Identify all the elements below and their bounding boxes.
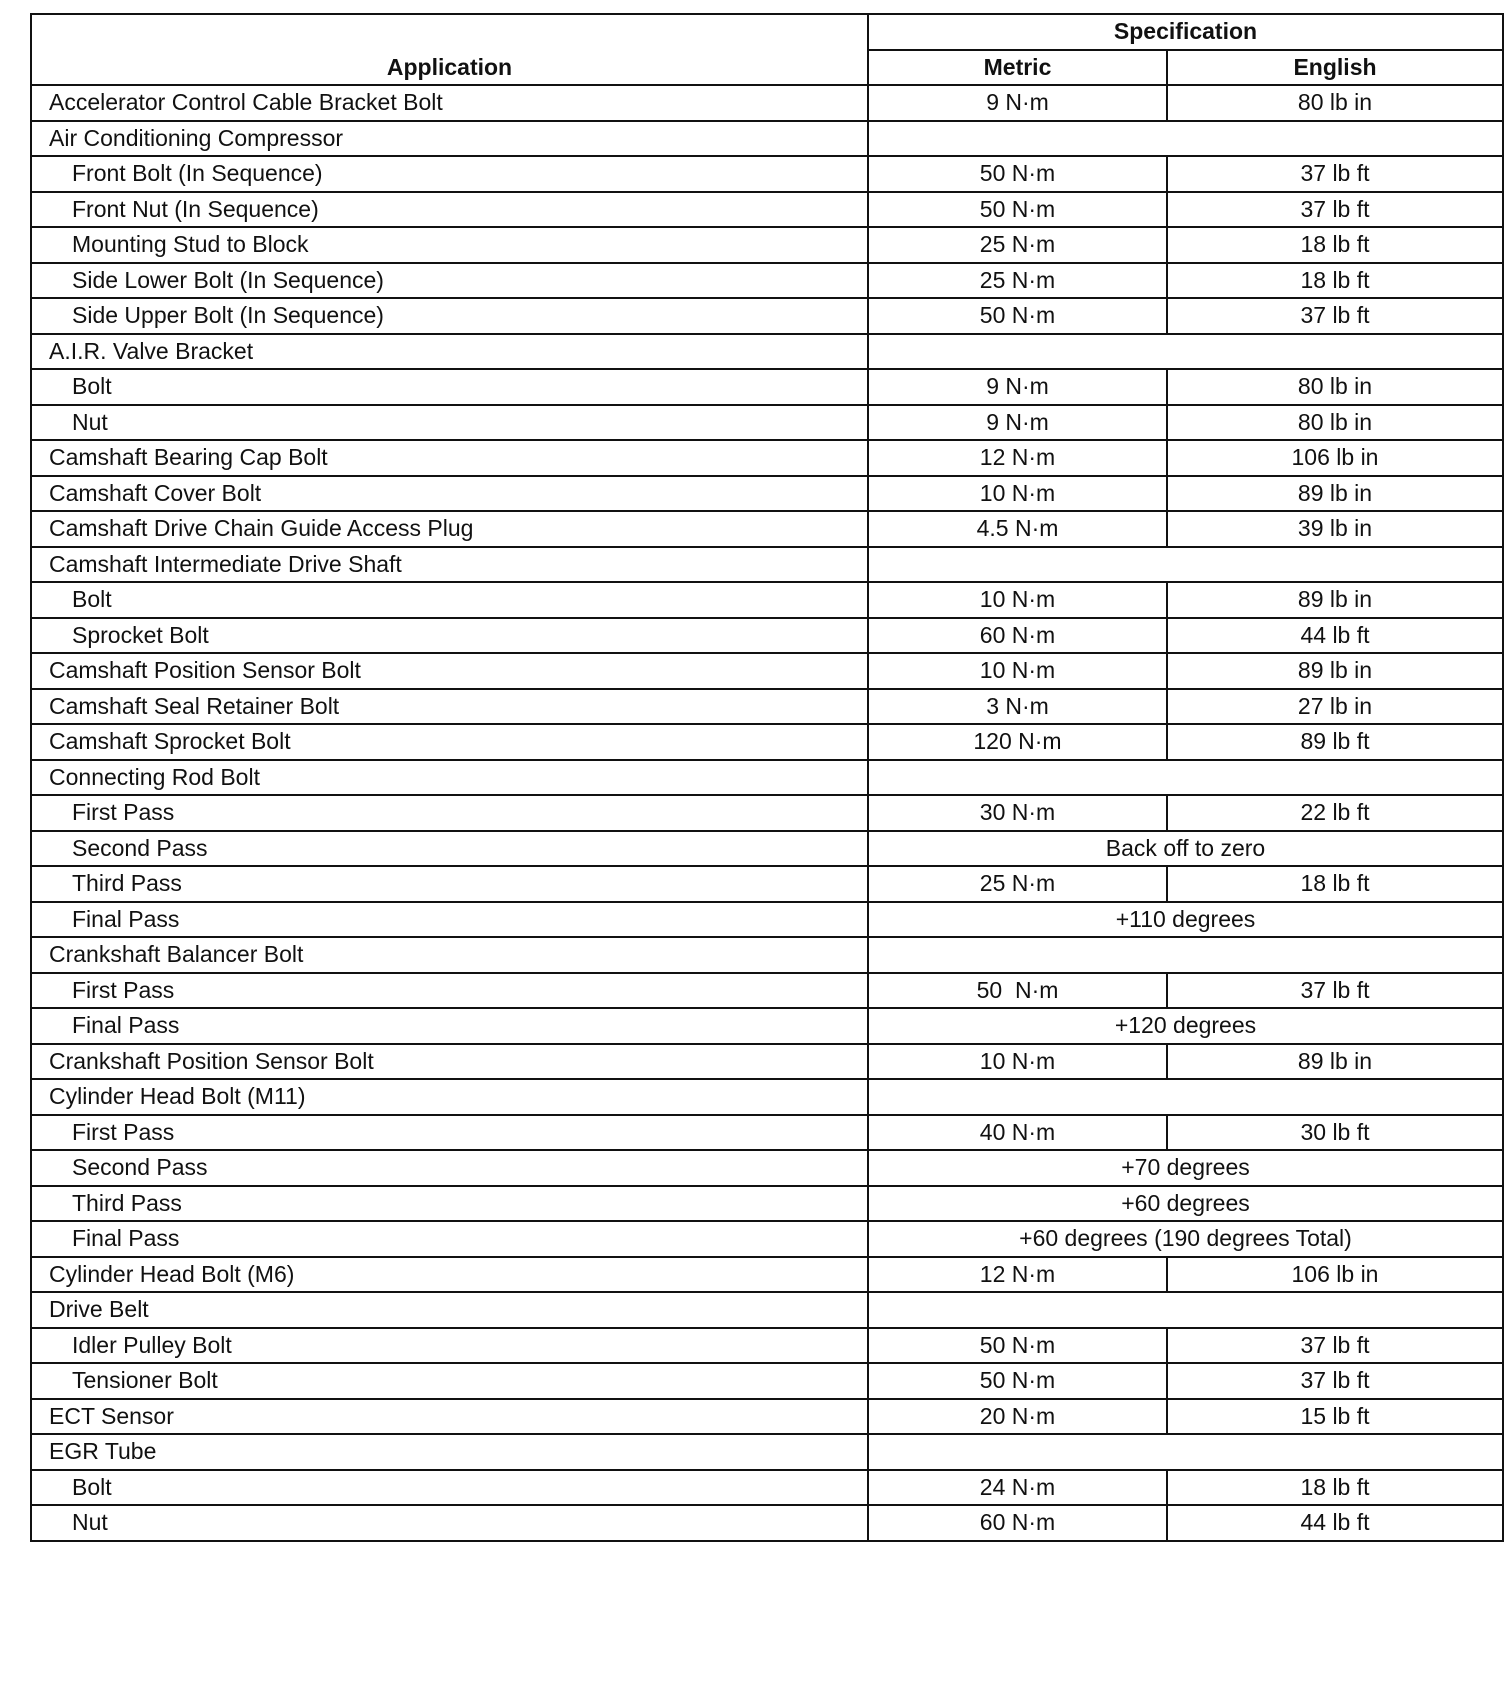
english-cell: 89 lb in	[1167, 476, 1503, 512]
metric-cell: 50 N·m	[868, 156, 1167, 192]
english-cell: 15 lb ft	[1167, 1399, 1503, 1435]
application-cell: Final Pass	[31, 1221, 868, 1257]
metric-cell: 50 N·m	[868, 192, 1167, 228]
metric-cell: 20 N·m	[868, 1399, 1167, 1435]
empty-cell	[868, 121, 1503, 157]
spec-span-cell: Back off to zero	[868, 831, 1503, 867]
application-cell: Final Pass	[31, 902, 868, 938]
application-cell: Camshaft Cover Bolt	[31, 476, 868, 512]
group-row	[31, 547, 1503, 583]
application-cell: First Pass	[31, 1115, 868, 1151]
group-row	[31, 121, 1503, 157]
english-cell: 37 lb ft	[1167, 156, 1503, 192]
application-cell: First Pass	[31, 973, 868, 1009]
table-row	[31, 369, 1503, 405]
table-row	[31, 1328, 1503, 1364]
table-row	[31, 1008, 1503, 1044]
group-row	[31, 1292, 1503, 1328]
metric-cell: 50 N·m	[868, 1363, 1167, 1399]
metric-cell: 25 N·m	[868, 227, 1167, 263]
metric-cell: 50 N·m	[868, 298, 1167, 334]
english-cell: 37 lb ft	[1167, 192, 1503, 228]
empty-cell	[868, 937, 1503, 973]
english-header: English	[1167, 50, 1503, 86]
application-cell: Third Pass	[31, 866, 868, 902]
application-cell: Side Lower Bolt (In Sequence)	[31, 263, 868, 299]
table-row	[31, 1044, 1503, 1080]
table-row	[31, 1186, 1503, 1222]
english-cell: 80 lb in	[1167, 85, 1503, 121]
table-row	[31, 156, 1503, 192]
application-cell: Bolt	[31, 1470, 868, 1506]
metric-cell: 10 N·m	[868, 582, 1167, 618]
table-row	[31, 227, 1503, 263]
application-cell: First Pass	[31, 795, 868, 831]
torque-specification-table	[30, 13, 1504, 1542]
english-cell: 37 lb ft	[1167, 1363, 1503, 1399]
table-row	[31, 582, 1503, 618]
english-cell: 18 lb ft	[1167, 1470, 1503, 1506]
application-cell: Front Nut (In Sequence)	[31, 192, 868, 228]
metric-cell: 60 N·m	[868, 618, 1167, 654]
table-row	[31, 1399, 1503, 1435]
english-cell: 18 lb ft	[1167, 227, 1503, 263]
metric-cell: 120 N·m	[868, 724, 1167, 760]
table-row	[31, 1363, 1503, 1399]
spec-span-cell: +60 degrees (190 degrees Total)	[868, 1221, 1503, 1257]
english-cell: 37 lb ft	[1167, 298, 1503, 334]
application-cell: Camshaft Position Sensor Bolt	[31, 653, 868, 689]
application-cell: ECT Sensor	[31, 1399, 868, 1435]
application-header: Application	[31, 14, 868, 85]
application-cell: Nut	[31, 405, 868, 441]
application-cell: Mounting Stud to Block	[31, 227, 868, 263]
table-row	[31, 476, 1503, 512]
spec-span-cell: +60 degrees	[868, 1186, 1503, 1222]
group-row	[31, 334, 1503, 370]
spec-span-cell: +70 degrees	[868, 1150, 1503, 1186]
table-row	[31, 973, 1503, 1009]
application-cell: Crankshaft Position Sensor Bolt	[31, 1044, 868, 1080]
table-row	[31, 192, 1503, 228]
application-cell: Sprocket Bolt	[31, 618, 868, 654]
application-cell: Tensioner Bolt	[31, 1363, 868, 1399]
application-cell: Camshaft Drive Chain Guide Access Plug	[31, 511, 868, 547]
application-cell: Third Pass	[31, 1186, 868, 1222]
application-cell: Camshaft Sprocket Bolt	[31, 724, 868, 760]
table-row	[31, 511, 1503, 547]
metric-cell: 50 N·m	[868, 1328, 1167, 1364]
metric-header: Metric	[868, 50, 1167, 86]
spec-span-cell: +110 degrees	[868, 902, 1503, 938]
table-row	[31, 85, 1503, 121]
application-cell: Accelerator Control Cable Bracket Bolt	[31, 85, 868, 121]
application-cell: Crankshaft Balancer Bolt	[31, 937, 868, 973]
application-cell: EGR Tube	[31, 1434, 868, 1470]
table-row	[31, 653, 1503, 689]
english-cell: 18 lb ft	[1167, 866, 1503, 902]
table-row	[31, 795, 1503, 831]
table-row	[31, 866, 1503, 902]
application-cell: A.I.R. Valve Bracket	[31, 334, 868, 370]
metric-cell: 25 N·m	[868, 866, 1167, 902]
table-row	[31, 1115, 1503, 1151]
english-cell: 80 lb in	[1167, 369, 1503, 405]
group-row	[31, 1434, 1503, 1470]
metric-cell: 60 N·m	[868, 1505, 1167, 1541]
metric-cell: 24 N·m	[868, 1470, 1167, 1506]
metric-cell: 40 N·m	[868, 1115, 1167, 1151]
metric-cell: 3 N·m	[868, 689, 1167, 725]
empty-cell	[868, 1079, 1503, 1115]
application-cell: Nut	[31, 1505, 868, 1541]
english-cell: 27 lb in	[1167, 689, 1503, 725]
english-cell: 44 lb ft	[1167, 618, 1503, 654]
application-cell: Cylinder Head Bolt (M6)	[31, 1257, 868, 1293]
group-row	[31, 760, 1503, 796]
metric-cell: 50 N·m	[868, 973, 1167, 1009]
metric-cell: 30 N·m	[868, 795, 1167, 831]
table-row	[31, 1257, 1503, 1293]
empty-cell	[868, 760, 1503, 796]
application-cell: Cylinder Head Bolt (M11)	[31, 1079, 868, 1115]
table-body	[31, 85, 1503, 1541]
metric-cell: 9 N·m	[868, 369, 1167, 405]
metric-cell: 10 N·m	[868, 476, 1167, 512]
table-row	[31, 263, 1503, 299]
table-row	[31, 1505, 1503, 1541]
metric-cell: 10 N·m	[868, 1044, 1167, 1080]
table-row	[31, 689, 1503, 725]
table-row	[31, 618, 1503, 654]
english-cell: 30 lb ft	[1167, 1115, 1503, 1151]
table-row	[31, 440, 1503, 476]
application-cell: Camshaft Seal Retainer Bolt	[31, 689, 868, 725]
application-cell: Side Upper Bolt (In Sequence)	[31, 298, 868, 334]
english-cell: 89 lb in	[1167, 1044, 1503, 1080]
application-cell: Connecting Rod Bolt	[31, 760, 868, 796]
empty-cell	[868, 334, 1503, 370]
table-row	[31, 902, 1503, 938]
application-cell: Final Pass	[31, 1008, 868, 1044]
table-row	[31, 405, 1503, 441]
application-cell: Bolt	[31, 369, 868, 405]
table-row	[31, 1221, 1503, 1257]
application-cell: Camshaft Intermediate Drive Shaft	[31, 547, 868, 583]
english-cell: 44 lb ft	[1167, 1505, 1503, 1541]
table-row	[31, 298, 1503, 334]
empty-cell	[868, 1434, 1503, 1470]
english-cell: 39 lb in	[1167, 511, 1503, 547]
table-header	[31, 14, 1503, 85]
application-cell: Second Pass	[31, 1150, 868, 1186]
empty-cell	[868, 547, 1503, 583]
english-cell: 80 lb in	[1167, 405, 1503, 441]
empty-cell	[868, 1292, 1503, 1328]
specification-header: Specification	[868, 14, 1503, 50]
application-cell: Second Pass	[31, 831, 868, 867]
table-row	[31, 724, 1503, 760]
metric-cell: 4.5 N·m	[868, 511, 1167, 547]
metric-cell: 12 N·m	[868, 1257, 1167, 1293]
english-cell: 22 lb ft	[1167, 795, 1503, 831]
metric-cell: 9 N·m	[868, 405, 1167, 441]
english-cell: 37 lb ft	[1167, 1328, 1503, 1364]
english-cell: 89 lb in	[1167, 653, 1503, 689]
application-cell: Idler Pulley Bolt	[31, 1328, 868, 1364]
english-cell: 37 lb ft	[1167, 973, 1503, 1009]
application-cell: Air Conditioning Compressor	[31, 121, 868, 157]
english-cell: 106 lb in	[1167, 1257, 1503, 1293]
metric-cell: 12 N·m	[868, 440, 1167, 476]
english-cell: 106 lb in	[1167, 440, 1503, 476]
group-row	[31, 1079, 1503, 1115]
english-cell: 89 lb ft	[1167, 724, 1503, 760]
group-row	[31, 937, 1503, 973]
metric-cell: 9 N·m	[868, 85, 1167, 121]
english-cell: 18 lb ft	[1167, 263, 1503, 299]
table-row	[31, 1470, 1503, 1506]
spec-span-cell: +120 degrees	[868, 1008, 1503, 1044]
application-cell: Front Bolt (In Sequence)	[31, 156, 868, 192]
table-row	[31, 1150, 1503, 1186]
application-cell: Bolt	[31, 582, 868, 618]
metric-cell: 25 N·m	[868, 263, 1167, 299]
application-cell: Drive Belt	[31, 1292, 868, 1328]
table-row	[31, 831, 1503, 867]
application-cell: Camshaft Bearing Cap Bolt	[31, 440, 868, 476]
english-cell: 89 lb in	[1167, 582, 1503, 618]
metric-cell: 10 N·m	[868, 653, 1167, 689]
